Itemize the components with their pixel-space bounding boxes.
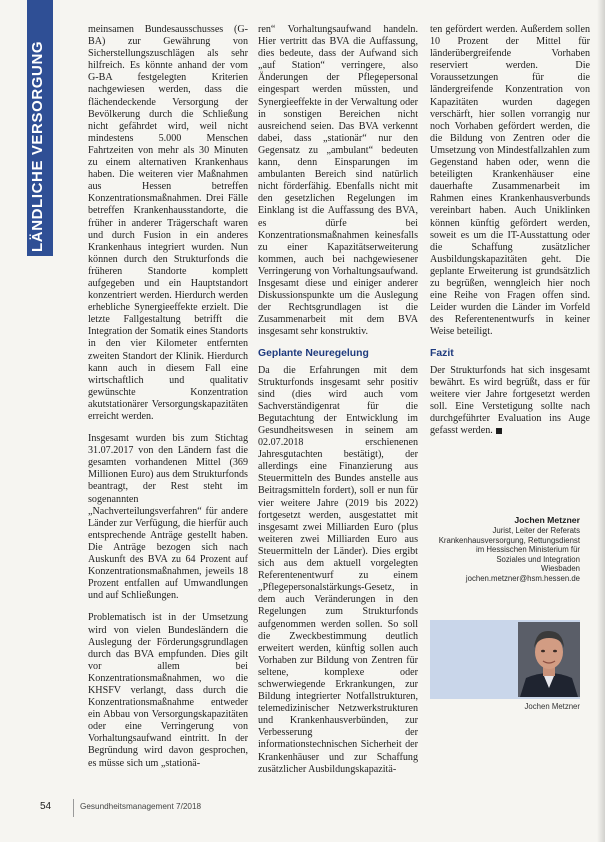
text-column-2 [258, 24, 418, 786]
end-of-article-mark [496, 428, 502, 434]
paragraph: meinsamen Bundesausschusses (G-BA) zur Gewährung von Sicherstellungszuschlägen als sehr hilfreich. Es könnte anhand der vom G-BA festgelegten Kriterien nachgewiesen werden, dass die flächendeckende Versorgung der Bevölkerung durch die Schließung nicht gefährdet wird, weil nicht mindestens 5.000 Menschen Fahrtzeiten von mehr als 30 Minuten zu einem alternativen Krankenhaus haben. Die weiteren vier Maßnahmen aus Hessen betreffen Konzentrationsmaßnahmen. Drei Fälle betreffen Krankenhausstandorte, die früher in anderer Trägerschaft waren und durch Fusion in ein anderes Krankenhaus integriert wurden. Nun können durch den Strukturfonds die früheren Standorte komplett aufgegeben und ein Hauptstandort konzentriert werden. Hierdurch werden erhebliche Synergieeffekte erzielt. Die letzte Fallgestaltung betrifft die Integration der Somatik eines Standorts in den vier Kilometer entfernten zweiten Standort der Klinik. Hierdurch kann auch in diesem Fall eine wirtschaftlich und qualitativ gewünschte Konzentration akutstationärer Versorgungskapazitäten erreicht werden. [88, 24, 248, 422]
sidebar-panel [27, 12, 53, 256]
author-detail-line: Jurist, Leiter der Referats [492, 526, 580, 535]
paragraph: Der Strukturfonds hat sich insgesamt bewährt. Es wird begrüßt, dass er für weitere vier Jahre fortgesetzt werden soll. Eine Verstetigung sollte nach durchgeführter Evaluation ins Auge gefasst werden. [430, 364, 590, 436]
section-heading: Fazit [430, 348, 454, 360]
paragraph: Da die Erfahrungen mit dem Strukturfonds insgesamt sehr positiv sind (dies wird auch vom Sachverständigenrat für die Begutachtung der Entwicklung im Gesundheitswesen in seinem am 02.07.2018 erschienenen Jahresgutachten bestätigt), der allerdings eine Finanzierung aus Steuermitteln des Bundes anstelle aus Beitragsmitteln fordert), soll er nun für vier weitere Jahre (2019 bis 2022) fortgesetzt werden, ausgestattet mit insgesamt zwei Milliarden Euro (plus weiteren zwei Milliarden Euro aus Steuermitteln der Länder). Dies ergibt sich aus dem aktuell vorgelegten Referentenentwurf zu einem „Pflegepersonalstärkungs-Gesetz, in dem auch Veränderungen in den Regelungen zum Strukturfonds aufgenommen werden sollen. So soll die Zweckbestimmung deutlich erweitert werden, künftig sollen auch Vorhaben zur Bildung von Zentren für seltene, komplexe oder schwerwiegende Erkrankungen, zur Bildung integrierter Notfallstrukturen, telemedizinischer Netzwerkstrukturen und Krankenhausverbünden, zur Verbesserung der informationstechnischen Sicherheit der Krankenhäuser und zur Schaffung zusätzlicher Ausbildungskapazitä- [258, 364, 418, 775]
page-number: 54 [40, 801, 52, 812]
footer-divider [73, 799, 74, 817]
section-label: LÄNDLICHE VERSORGUNG [29, 40, 46, 252]
author-detail-line: Wiesbaden [540, 564, 580, 574]
text-column-1 [88, 24, 248, 780]
author-email: jochen.metzner@hsm.hessen.de [465, 573, 580, 583]
paragraph: ten gefördert werden. Außerdem sollen 10 Prozent der Mittel für länderübergreifende Vorhaben reserviert werden. Die Voraussetzungen für die ländergreifende Konzentration von Kapazitäten wurden dagegen verschärft, hier sollen vorrangig nur noch Vorhaben gefördert werden, die die Bildung von Zentren oder die Umsetzung von Mindestfallzahlen zum Gegenstand haben oder, wenn die beteiligten Krankenhäuser eine dauerhafte Zusammenarbeit im Rahmen eines Krankenhausverbunds vereinbart haben. Auch Uniklinken können künftig gefördert werden, soweit es um die IT-Ausstattung oder die Schaffung zusätzlicher Ausbildungskapazitäten geht. Die geplante Erweiterung ist grundsätzlich zu begrüßen, wenngleich hier noch eine Reihe von Fragen offen sind. Leider wurden die Länder im Vorfeld des Referentenentwurfs in keiner Weise beteiligt. [430, 24, 590, 338]
portrait-illustration [518, 622, 580, 697]
author-name: Jochen Metzner [514, 515, 580, 525]
author-detail-line: Soziales und Integration [496, 554, 580, 564]
author-detail-line: im Hessischen Ministerium für [476, 545, 580, 555]
paragraph: Insgesamt wurden bis zum Stichtag 31.07.2017 von den Ländern fast die gesamten vorhandenen Mittel (369 Millionen Euro) aus dem Strukturfonds beantragt, der Rest steht im sogenannten „Nachverteilungsverfahren“ für andere Länder zur Verfügung, die hierfür auch entsprechende Anträge gestellt haben. Die Anträge bezogen sich nach Auskunft des BVA zu 64 Prozent auf Konzentrationsmaßnahmen, jeweils 18 Prozent entfallen auf Umwandlungen und auf Schließungen. [88, 433, 248, 602]
author-box [430, 515, 580, 584]
photo-caption: Jochen Metzner [524, 702, 580, 711]
journal-name: Gesundheitsmanagement 7/2018 [80, 802, 202, 811]
section-sidebar [27, 0, 53, 256]
paragraph: Problematisch ist in der Umsetzung wird von vielen Bundesländern die Auslegung der Förderungsgrundlagen durch das BVA empfunden. Dies gilt vor allem bei Konzentrationsmaßnahmen, wo die KHSFV verlangt, dass durch die Konzentrationsmaßnahme entweder ein Abbau von Versorgungskapazitäten oder eine Verringerung von Vorhaltungsaufwand eintritt. In der Begründung wird davon gesprochen, es müsse sich um „stationä- [88, 612, 248, 769]
paragraph: ren“ Vorhaltungsaufwand handeln. Hier vertritt das BVA die Auffassung, dies bedeute, dass der Aufwand sich „auf Station“ verringere, also Änderungen der Pflegepersonal eingespart werden müssten, und Synergieeffekte in der Verwaltung oder in sonstigen Bereichen nicht ausreichend seien. Das BVA verkennt dabei, dass „stationär“ nur den Gegensatz zu „ambulant“ bedeuten kann, denn Einsparungen im ambulanten Bereich sind natürlich nicht förderfähig. Ebenfalls nicht mit den gesetzlichen Regelungen im Einklang ist die Auffassung des BVA, es dürfe bei Konzentrationsmaßnahmen keinesfalls zu einer Kapazitätserweiterung kommen, auch bei nachgewiesener Verringerung von Vorhaltungsaufwand. Insgesamt diese und einiger anderer Diskussionspunkte um die Auslegung der Rechtsgrundlagen ist die Zusammenarbeit mit dem BVA insgesamt sehr konstruktiv. [258, 24, 418, 338]
author-detail-line: Krankenhausversorgung, Rettungsdienst [438, 535, 580, 545]
text-column-3 [430, 24, 590, 447]
author-photo [518, 622, 580, 697]
paragraph-with-end-mark [430, 365, 590, 438]
section-heading: Geplante Neuregelung [258, 348, 369, 360]
